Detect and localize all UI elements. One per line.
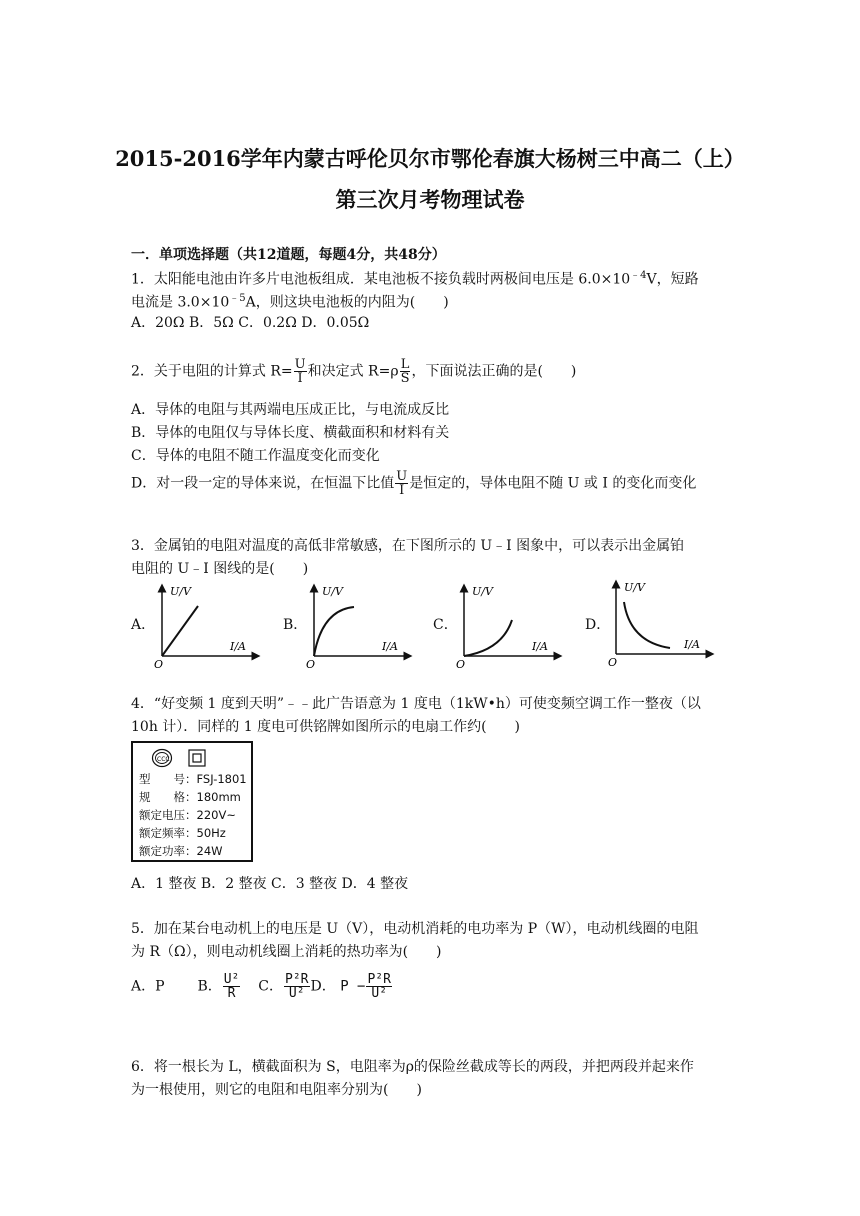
curve-decreasing bbox=[624, 602, 670, 648]
q2-optd-fraction bbox=[395, 470, 408, 497]
plate-spec: 规 格：180mm bbox=[139, 790, 241, 804]
q5-option-c-fraction bbox=[284, 973, 309, 1000]
origin-label: O bbox=[154, 658, 164, 670]
q5-options bbox=[131, 973, 393, 1000]
frac-num: U bbox=[294, 357, 306, 372]
paper-title-line2: 第三次月考物理试卷 bbox=[335, 187, 525, 212]
q5-line1: 5．加在某台电动机上的电压是 U（V），电动机消耗的电功率为 P（W），电动机线圈的电阻 bbox=[131, 921, 699, 937]
frac-den: S bbox=[400, 371, 410, 386]
nameplate bbox=[131, 741, 253, 862]
q1-exp-b: ﹣5 bbox=[229, 293, 246, 304]
x-label: I/A bbox=[230, 640, 246, 653]
q5-option-b-label: B． bbox=[197, 978, 222, 995]
curve-concave-up bbox=[464, 620, 512, 656]
y-label: U/V bbox=[472, 585, 493, 598]
section-heading: 一．单项选择题（共12道题，每题4分，共48分） bbox=[131, 247, 446, 263]
x-label: I/A bbox=[532, 640, 548, 653]
plate-voltage: 额定电压：220V~ bbox=[139, 808, 236, 822]
q2-optd-b: 是恒定的，导体电阻不随 U 或 I 的变化而变化 bbox=[409, 475, 697, 492]
q2-stem-b: 和决定式 R=ρ bbox=[307, 363, 399, 380]
q2-option-b: B．导体的电阻仅与导体长度、横截面积和材料有关 bbox=[131, 425, 450, 441]
q1-text-a: 1．太阳能电池由许多片电池板组成．某电池板不接负载时两极间电压是 6.0×10 bbox=[131, 271, 631, 288]
q4-line2: 10h 计）．同样的 1 度电可供铭牌如图所示的电扇工作约( ) bbox=[131, 719, 521, 735]
graph-b bbox=[302, 582, 414, 670]
x-label: I/A bbox=[382, 640, 398, 653]
origin-label: O bbox=[608, 656, 618, 668]
y-label: U/V bbox=[322, 585, 343, 598]
plate-model: 型 号：FSJ-1801 bbox=[139, 772, 247, 786]
q1-line2 bbox=[131, 289, 449, 312]
q6-line1: 6．将一根长为 L，横截面积为 S，电阻率为ρ的保险丝截成等长的两段，并把两段并起来作 bbox=[131, 1059, 694, 1075]
curve-linear bbox=[162, 606, 198, 656]
q3-label-d: D． bbox=[585, 617, 611, 633]
q6-line2: 为一根使用，则它的电阻和电阻率分别为( ) bbox=[131, 1082, 422, 1098]
q2-stem-a: 2．关于电阻的计算式 R= bbox=[131, 363, 293, 380]
graph-a bbox=[150, 582, 262, 670]
frac-num: P²R bbox=[285, 972, 309, 987]
q5-option-d-label: D． bbox=[310, 978, 336, 995]
frac-den: U² bbox=[288, 986, 305, 1001]
frac-den: I bbox=[399, 483, 405, 498]
q2-option-c: C．导体的电阻不随工作温度变化而变化 bbox=[131, 448, 380, 464]
q4-line1: 4．“好变频 1 度到天明”﹣﹣此广告语意为 1 度电（1kW•h）可使变频空调工作一整夜（以 bbox=[131, 696, 701, 712]
frac-num: L bbox=[400, 357, 410, 372]
q1-exp-a: ﹣4 bbox=[630, 270, 647, 281]
frac-den: R bbox=[227, 986, 236, 1001]
y-label: U/V bbox=[624, 581, 645, 594]
origin-label: O bbox=[456, 658, 466, 670]
paper-title-line1: 2015-2016学年内蒙古呼伦贝尔市鄂伦春旗大杨树三中高二（上） bbox=[115, 146, 745, 171]
q3-line2: 电阻的 U﹣I 图线的是( ) bbox=[131, 561, 309, 577]
q5-option-b-fraction bbox=[223, 973, 241, 1000]
q2-stem bbox=[131, 358, 576, 385]
q3-line1: 3．金属铂的电阻对温度的高低非常敏感，在下图所示的 U﹣I 图象中，可以表示出金属铂 bbox=[131, 538, 685, 554]
q2-fraction-l-over-s bbox=[400, 358, 411, 385]
q2-stem-c: ，下面说法正确的是( ) bbox=[411, 363, 577, 380]
q1-text-c: 电流是 3.0×10 bbox=[131, 294, 230, 311]
frac-den: I bbox=[297, 371, 303, 386]
q4-options: A．1 整夜 B．2 整夜 C．3 整夜 D．4 整夜 bbox=[131, 876, 409, 892]
q1-text-d: A，则这块电池板的内阻为( ) bbox=[245, 294, 449, 311]
q5-option-d-prefix: P − bbox=[340, 978, 366, 995]
q1-line1 bbox=[131, 266, 699, 289]
q3-label-a: A． bbox=[131, 617, 156, 633]
q2-optd-a: D．对一段一定的导体来说，在恒温下比值 bbox=[131, 475, 395, 492]
q5-option-d-fraction bbox=[366, 973, 391, 1000]
q3-label-b: B． bbox=[283, 617, 308, 633]
graph-c bbox=[452, 582, 564, 670]
q2-option-a: A．导体的电阻与其两端电压成正比，与电流成反比 bbox=[131, 402, 450, 418]
frac-num: U² bbox=[223, 972, 240, 987]
frac-num: P²R bbox=[367, 972, 391, 987]
q1-options: A．20Ω B．5Ω C．0.2Ω D．0.05Ω bbox=[131, 315, 370, 331]
logo-text: CCC bbox=[157, 756, 170, 763]
q5-option-a: A．P bbox=[131, 978, 165, 995]
plate-frequency: 额定频率：50Hz bbox=[139, 826, 226, 840]
frac-num: U bbox=[396, 469, 408, 484]
q3-label-c: C． bbox=[433, 617, 458, 633]
q2-option-d bbox=[131, 470, 696, 497]
y-label: U/V bbox=[170, 585, 191, 598]
frac-den: U² bbox=[371, 986, 388, 1001]
origin-label: O bbox=[306, 658, 316, 670]
q5-line2: 为 R（Ω），则电动机线圈上消耗的热功率为( ) bbox=[131, 944, 442, 960]
x-label: I/A bbox=[684, 638, 700, 651]
q1-text-b: V，短路 bbox=[646, 271, 699, 288]
ccc-logo-icon bbox=[151, 748, 207, 768]
plate-power: 额定功率：24W bbox=[139, 844, 223, 858]
curve-concave-down bbox=[314, 607, 354, 656]
graph-d bbox=[604, 578, 716, 668]
q5-option-c-label: C． bbox=[258, 978, 284, 995]
q2-fraction-u-over-i bbox=[294, 358, 307, 385]
